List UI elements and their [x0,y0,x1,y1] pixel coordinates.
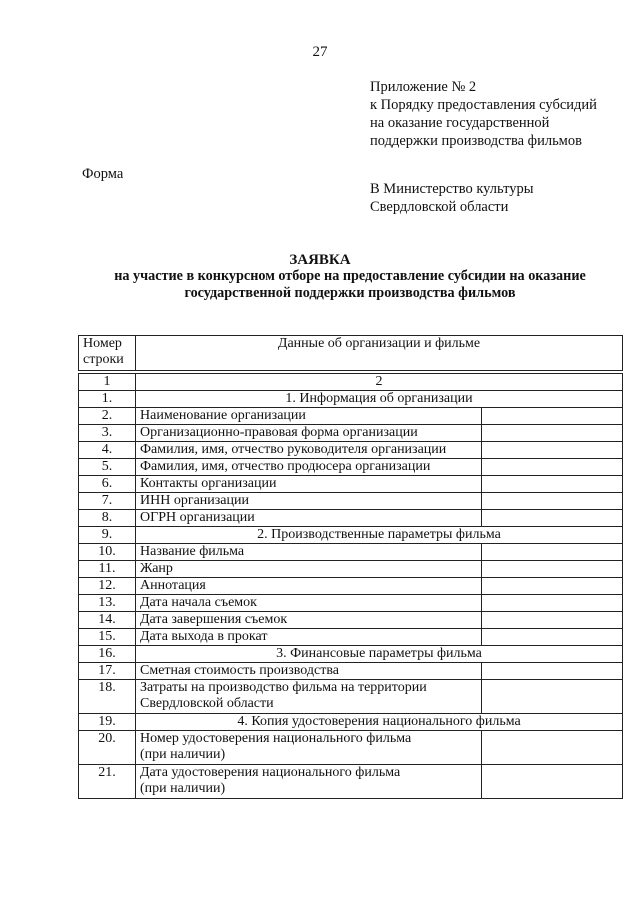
table-row [79,544,623,561]
row-value-field[interactable] [482,459,623,476]
section-heading: 2. Производственные параметры фильма [136,527,623,544]
row-label-line: Наименование организации [140,408,306,423]
section-row [79,527,623,544]
page-number: 27 [312,44,328,60]
row-label-line: Аннотация [140,578,206,593]
row-label [136,408,482,425]
row-number: 7. [79,493,136,510]
form-label: Форма [82,166,124,182]
row-number: 6. [79,476,136,493]
row-number: 5. [79,459,136,476]
row-number: 17. [79,663,136,680]
row-label-line: Свердловской области [140,696,274,711]
header-text: строки [83,352,124,367]
document-subtitle [60,268,640,302]
section-row [79,391,623,408]
row-label [136,561,482,578]
row-label [136,765,482,799]
row-number: 4. [79,442,136,459]
table-row [79,595,623,612]
row-number: 18. [79,680,136,714]
application-table [78,335,623,799]
row-label [136,425,482,442]
table-row [79,408,623,425]
addressee-line: Свердловской области [370,199,509,215]
row-label [136,578,482,595]
table-row [79,663,623,680]
table-row [79,680,623,714]
table-row [79,578,623,595]
header-data: Данные об организации и фильме [136,336,623,371]
row-value-field[interactable] [482,629,623,646]
row-number: 3. [79,425,136,442]
row-number: 14. [79,612,136,629]
row-label [136,510,482,527]
section-heading: 1. Информация об организации [136,391,623,408]
table-row [79,510,623,527]
row-label-line: Фамилия, имя, отчество руководителя организации [140,442,447,457]
row-label [136,442,482,459]
row-value-field[interactable] [482,680,623,714]
row-label-line: Жанр [140,561,173,576]
row-value-field[interactable] [482,663,623,680]
row-value-field[interactable] [482,510,623,527]
row-label [136,476,482,493]
row-number: 8. [79,510,136,527]
numbering-row [79,374,623,391]
row-label-line: (при наличии) [140,747,226,762]
appendix-line: Приложение № 2 [370,79,477,95]
row-number: 1. [79,391,136,408]
row-value-field[interactable] [482,442,623,459]
table-row [79,629,623,646]
table-row [79,476,623,493]
row-number: 2. [79,408,136,425]
table-header-row [79,336,623,371]
table-row [79,493,623,510]
row-number: 16. [79,646,136,663]
appendix-line: к Порядку предоставления субсидий [370,97,597,113]
row-number: 21. [79,765,136,799]
row-number: 15. [79,629,136,646]
row-number: 10. [79,544,136,561]
row-value-field[interactable] [482,731,623,765]
addressee-block [370,180,533,216]
row-label-line: Дата выхода в прокат [140,629,268,644]
row-label-line: Организационно-правовая форма организации [140,425,418,440]
row-number: 12. [79,578,136,595]
row-number: 11. [79,561,136,578]
appendix-block [370,78,597,150]
row-value-field[interactable] [482,408,623,425]
row-number: 13. [79,595,136,612]
row-label [136,459,482,476]
addressee-line: В Министерство культуры [370,181,534,197]
document-title: ЗАЯВКА [289,252,351,268]
row-label-line: Фамилия, имя, отчество продюсера организации [140,459,431,474]
subtitle-line: на участие в конкурсном отборе на предоставление субсидии на оказание [114,268,586,284]
row-label [136,493,482,510]
row-label-line: Дата начала съемок [140,595,257,610]
table-row [79,765,623,799]
row-label-line: Сметная стоимость производства [140,663,339,678]
row-number: 9. [79,527,136,544]
row-label-line: Затраты на производство фильма на территории [140,680,427,695]
appendix-line: на оказание государственной [370,115,550,131]
row-value-field[interactable] [482,425,623,442]
row-label [136,612,482,629]
table-row [79,425,623,442]
row-label-line: Номер удостоверения национального фильма [140,731,412,746]
row-value-field[interactable] [482,544,623,561]
appendix-line: поддержки производства фильмов [370,133,582,149]
row-label [136,629,482,646]
section-heading: 3. Финансовые параметры фильма [136,646,623,663]
row-label-line: Дата удостоверения национального фильма [140,765,401,780]
row-number: 19. [79,714,136,731]
header-row-number [79,336,136,371]
row-label [136,544,482,561]
row-label-line: Контакты организации [140,476,277,491]
row-label [136,595,482,612]
row-value-field[interactable] [482,493,623,510]
row-value-field[interactable] [482,578,623,595]
table-row [79,731,623,765]
section-row [79,714,623,731]
row-value-field[interactable] [482,561,623,578]
row-label [136,663,482,680]
numbering-col2: 2 [136,374,623,391]
subtitle-line: государственной поддержки производства фильмов [184,285,516,301]
numbering-col1: 1 [79,374,136,391]
row-value-field[interactable] [482,612,623,629]
table-row [79,442,623,459]
row-label [136,731,482,765]
row-value-field[interactable] [482,476,623,493]
row-number: 20. [79,731,136,765]
row-label-line: ОГРН организации [140,510,255,525]
table-row [79,612,623,629]
row-label-line: (при наличии) [140,781,226,796]
row-label-line: ИНН организации [140,493,249,508]
header-text: Номер [83,336,122,351]
row-value-field[interactable] [482,765,623,799]
table-row [79,561,623,578]
section-heading: 4. Копия удостоверения национального фильма [136,714,623,731]
row-value-field[interactable] [482,595,623,612]
row-label-line: Дата завершения съемок [140,612,288,627]
row-label [136,680,482,714]
section-row [79,646,623,663]
table-row [79,459,623,476]
row-label-line: Название фильма [140,544,245,559]
